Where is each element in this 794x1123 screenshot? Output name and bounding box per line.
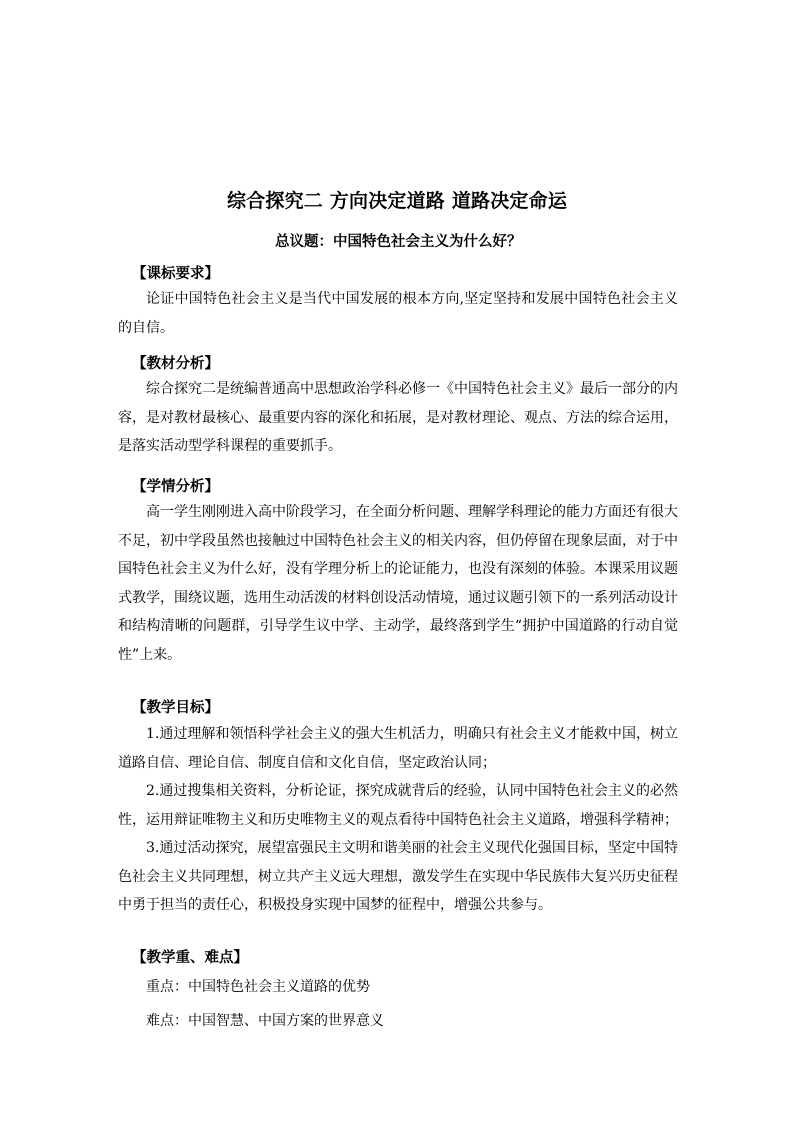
- section-heading-objectives: 【教学目标】: [132, 700, 219, 716]
- objective-item-1: 1.通过理解和领悟科学社会主义的强大生机活力，明确只有社会主义才能救中国，树立道路自信、理论自信、制度自信和文化自信，坚定政治认同；: [118, 726, 678, 771]
- section-heading-textbook: 【教材分析】: [132, 356, 219, 372]
- objective-item-3: 3.通过活动探究，展望富强民主文明和谐美丽的社会主义现代化强国目标，坚定中国特色社会主义共同理想，树立共产主义远大理想，激发学生在实现中华民族伟大复兴历史征程中勇于担当的责任心，积极投身实现中国梦的征程中，增强公共参与。: [118, 840, 678, 914]
- page-title: 综合探究二 方向决定道路 道路决定命运: [226, 190, 568, 212]
- difficult-point-line: 难点：中国智慧、中国方案的世界意义: [146, 1013, 384, 1029]
- key-point-line: 重点：中国特色社会主义道路的优势: [146, 979, 370, 995]
- section-heading-students: 【学情分析】: [132, 479, 219, 495]
- section-heading-curriculum: 【课标要求】: [132, 266, 219, 282]
- page-subtitle: 总议题：中国特色社会主义为什么好？: [275, 234, 522, 250]
- students-paragraph: 高一学生刚刚进入高中阶段学习，在全面分析问题、理解学科理论的能力方面还有很大不足，初中学段虽然也接触过中国特色社会主义的相关内容，但仍停留在现象层面，对于中国特色社会主义为什么好，没有学理分析上的论证能力，也没有深刻的体验。本课采用议题式教学，围绕议题，选用生动活泼的材料创设活动情境，通过议题引领下的一系列活动设计和结构清晰的问题群，引导学生议中学、主动学，最终落到学生“拥护中国道路的行动自觉性”上来。: [118, 504, 678, 663]
- curriculum-paragraph: 论证中国特色社会主义是当代中国发展的根本方向,坚定坚持和发展中国特色社会主义的自信。: [118, 291, 678, 336]
- section-heading-key-points: 【教学重、难点】: [132, 950, 248, 966]
- textbook-paragraph: 综合探究二是统编普通高中思想政治学科必修一《中国特色社会主义》最后一部分的内容，是对教材最核心、最重要内容的深化和拓展，是对教材理论、观点、方法的综合运用，是落实活动型学科课程的重要抓手。: [118, 381, 678, 455]
- objective-item-2: 2.通过搜集相关资料，分析论证，探究成就背后的经验，认同中国特色社会主义的必然性，运用辩证唯物主义和历史唯物主义的观点看待中国特色社会主义道路，增强科学精神；: [118, 783, 678, 828]
